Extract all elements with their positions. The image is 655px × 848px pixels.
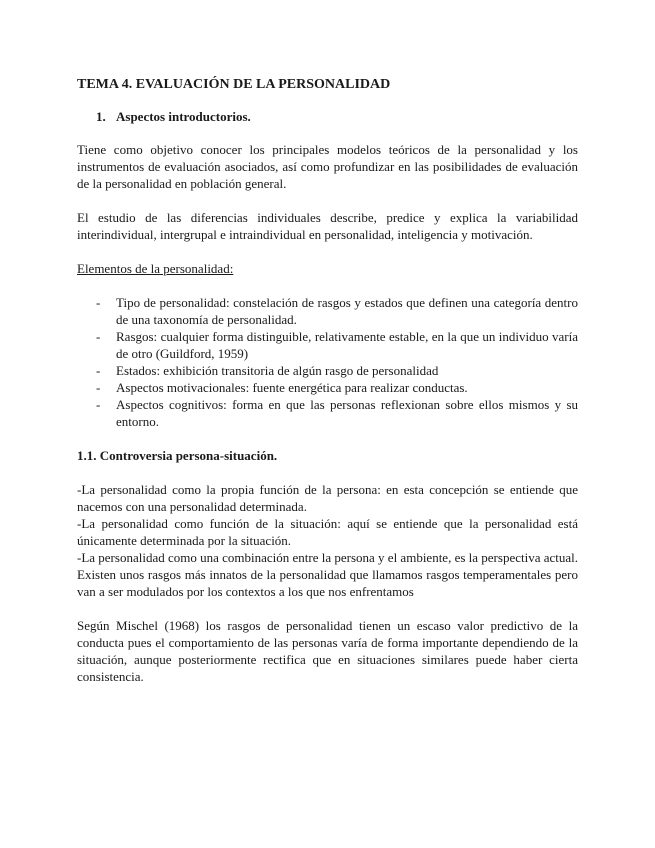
controversy-item: -La personalidad como la propia función de la persona: en esta concepción se entiende que nacemos con una personalidad determinada. — [77, 482, 578, 514]
document-title: TEMA 4. EVALUACIÓN DE LA PERSONALIDAD — [77, 77, 391, 92]
controversy-item: -La personalidad como una combinación entre la persona y el ambiente, es la perspectiva actual. Existen unos rasgos más innatos de la personalidad que llamamos rasgos temperamentales pero van a ser modulados por los contextos a los que nos enfrentamos — [77, 550, 579, 599]
list-item — [77, 294, 578, 328]
controversy-block — [77, 481, 578, 600]
subsection-heading: 1.1. Controversia persona-situación. — [77, 448, 278, 463]
section-heading — [96, 108, 578, 125]
elements-list — [77, 294, 578, 430]
dash-bullet-icon: - — [96, 329, 101, 344]
list-item-text: Aspectos motivacionales: fuente energética para realizar conductas. — [116, 380, 468, 395]
differences-paragraph: El estudio de las diferencias individuales describe, predice y explica la variabilidad interindividual, intergrupal e intraindividual en personalidad, inteligencia y motivación. — [77, 210, 578, 242]
section-heading-text: Aspectos introductorios. — [116, 109, 251, 124]
list-item — [77, 396, 578, 430]
list-item-text: Estados: exhibición transitoria de algún rasgo de personalidad — [116, 363, 439, 378]
dash-bullet-icon: - — [96, 397, 101, 412]
dash-bullet-icon: - — [96, 295, 101, 310]
list-item — [77, 379, 578, 396]
section-number: 1. — [96, 109, 106, 124]
list-item-text: Tipo de personalidad: constelación de rasgos y estados que definen una categoría dentro de una taxonomía de personalidad. — [116, 295, 578, 327]
dash-bullet-icon: - — [96, 363, 101, 378]
list-item-text: Rasgos: cualquier forma distinguible, relativamente estable, en la que un individuo varía de otro (Guildford, 1959) — [116, 329, 578, 361]
document-content — [77, 76, 578, 702]
dash-bullet-icon: - — [96, 380, 101, 395]
mischel-paragraph: Según Mischel (1968) los rasgos de personalidad tienen un escaso valor predictivo de la conducta pues el comportamiento de las personas varía de forma importante dependiendo de la situación, aunque posteriormente rectifica que en situaciones similares puede haber cierta consistencia. — [77, 618, 578, 684]
elements-label: Elementos de la personalidad: — [77, 261, 234, 276]
list-item — [77, 328, 578, 362]
intro-paragraph: Tiene como objetivo conocer los principales modelos teóricos de la personalidad y los instrumentos de evaluación asociados, así como profundizar en las posibilidades de evaluación de la personalidad en población general. — [77, 142, 578, 191]
list-item — [77, 362, 578, 379]
list-item-text: Aspectos cognitivos: forma en que las personas reflexionan sobre ellos mismos y su entorno. — [116, 397, 578, 429]
controversy-item: -La personalidad como función de la situación: aquí se entiende que la personalidad está únicamente determinada por la situación. — [77, 516, 578, 548]
